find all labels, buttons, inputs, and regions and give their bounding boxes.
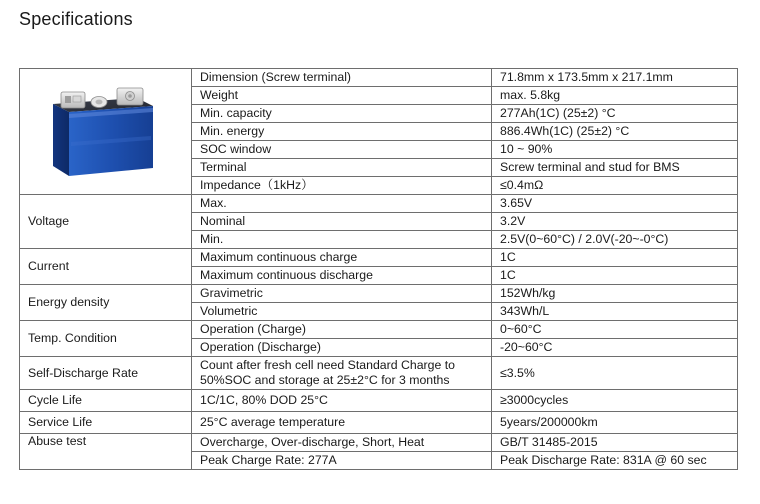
value-cell: ≤0.4mΩ: [492, 177, 738, 195]
param-cell: Count after fresh cell need Standard Charge to 50%SOC and storage at 25±2°C for 3 months: [192, 357, 492, 390]
value-cell: 10 ~ 90%: [492, 141, 738, 159]
table-row: [20, 249, 738, 267]
param-cell: Gravimetric: [192, 285, 492, 303]
value-cell: 277Ah(1C) (25±2) °C: [492, 105, 738, 123]
param-cell: Volumetric: [192, 303, 492, 321]
battery-image-cell: [20, 69, 192, 195]
table-row: [20, 434, 738, 452]
param-cell: Maximum continuous charge: [192, 249, 492, 267]
category-cell: Abuse test: [20, 434, 192, 470]
page-title: Specifications: [19, 9, 133, 29]
category-cell: Self-Discharge Rate: [20, 357, 192, 390]
param-cell: Min.: [192, 231, 492, 249]
param-cell: Operation (Discharge): [192, 339, 492, 357]
table-row: [20, 321, 738, 339]
param-cell: 1C/1C, 80% DOD 25°C: [192, 390, 492, 412]
param-cell: Peak Charge Rate: 277A: [192, 452, 492, 470]
value-cell: 2.5V(0~60°C) / 2.0V(-20~-0°C): [492, 231, 738, 249]
value-cell: 152Wh/kg: [492, 285, 738, 303]
category-cell: Temp. Condition: [20, 321, 192, 357]
param-cell: Operation (Charge): [192, 321, 492, 339]
category-cell: Current: [20, 249, 192, 285]
param-cell: Overcharge, Over-discharge, Short, Heat: [192, 434, 492, 452]
battery-cell-image: [41, 82, 171, 182]
value-cell: max. 5.8kg: [492, 87, 738, 105]
value-cell: -20~60°C: [492, 339, 738, 357]
param-cell: Maximum continuous discharge: [192, 267, 492, 285]
table-row: [20, 69, 738, 87]
param-cell: Dimension (Screw terminal): [192, 69, 492, 87]
param-cell: Min. capacity: [192, 105, 492, 123]
table-row: [20, 195, 738, 213]
value-cell: 343Wh/L: [492, 303, 738, 321]
value-cell: ≤3.5%: [492, 357, 738, 390]
param-cell: SOC window: [192, 141, 492, 159]
table-row: [20, 357, 738, 390]
param-cell: Impedance（1kHz）: [192, 177, 492, 195]
value-cell: Screw terminal and stud for BMS: [492, 159, 738, 177]
param-cell: Nominal: [192, 213, 492, 231]
value-cell: 3.65V: [492, 195, 738, 213]
value-cell: 5years/200000km: [492, 412, 738, 434]
category-cell: Energy density: [20, 285, 192, 321]
table-row: [20, 390, 738, 412]
param-cell: Min. energy: [192, 123, 492, 141]
category-cell: Cycle Life: [20, 390, 192, 412]
table-row: [20, 285, 738, 303]
param-cell: 25°C average temperature: [192, 412, 492, 434]
value-cell: Peak Discharge Rate: 831A @ 60 sec: [492, 452, 738, 470]
param-cell: Terminal: [192, 159, 492, 177]
value-cell: 71.8mm x 173.5mm x 217.1mm: [492, 69, 738, 87]
value-cell: 3.2V: [492, 213, 738, 231]
value-cell: ≥3000cycles: [492, 390, 738, 412]
table-row: [20, 412, 738, 434]
value-cell: 1C: [492, 267, 738, 285]
category-cell: Voltage: [20, 195, 192, 249]
value-cell: 886.4Wh(1C) (25±2) °C: [492, 123, 738, 141]
specifications-table: [19, 68, 738, 470]
value-cell: GB/T 31485-2015: [492, 434, 738, 452]
param-cell: Weight: [192, 87, 492, 105]
param-cell: Max.: [192, 195, 492, 213]
value-cell: 0~60°C: [492, 321, 738, 339]
value-cell: 1C: [492, 249, 738, 267]
category-cell: Service Life: [20, 412, 192, 434]
